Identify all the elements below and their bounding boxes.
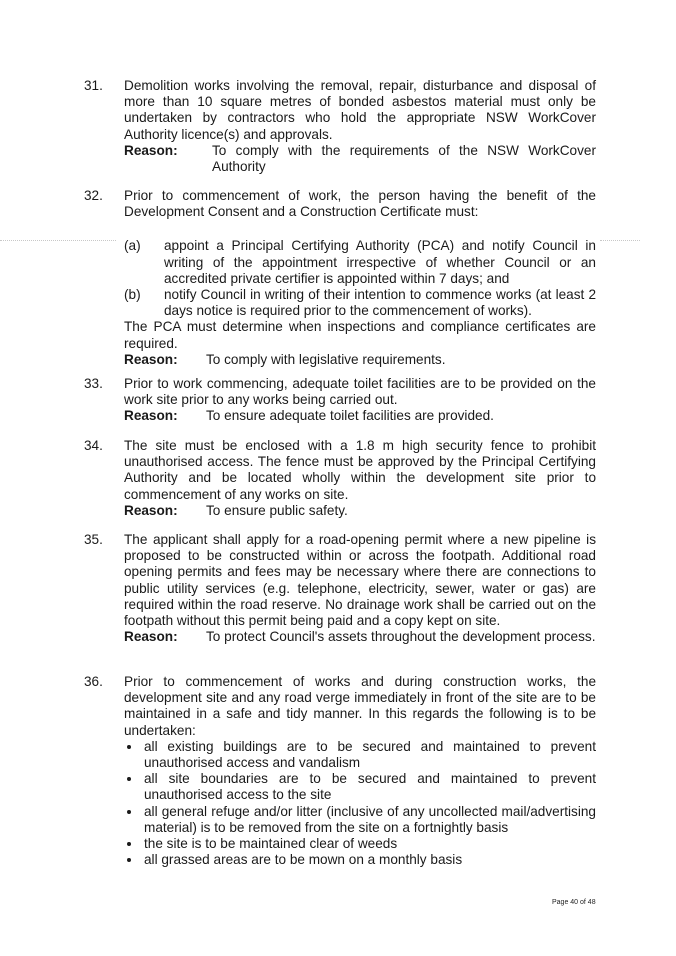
condition-text: Prior to commencement of work, the person having the benefit of the Development Consent and a Construction Certificate must: — [124, 188, 596, 220]
condition-31 — [84, 78, 596, 175]
list-item: • all grassed areas are to be mown on a monthly basis — [142, 852, 596, 868]
condition-33 — [84, 376, 596, 425]
reason-label: Reason: — [124, 502, 178, 518]
reason-text: To comply with legislative requirements. — [206, 351, 446, 367]
condition-number: 31. — [84, 78, 103, 93]
scan-dotted-line — [600, 240, 640, 241]
reason-row — [124, 503, 596, 519]
reason-text: To ensure public safety. — [206, 502, 348, 518]
reason-label: Reason: — [124, 351, 178, 367]
condition-number: 34. — [84, 438, 103, 453]
list-item: • the site is to be maintained clear of weeds — [142, 836, 596, 852]
condition-35 — [84, 532, 596, 645]
reason-text: To comply with the requirements of the NSW WorkCover Authority — [212, 142, 596, 175]
condition-text: Prior to commencement of works and during construction works, the development site and any road verge immediately in front of the site are to be maintained in a safe and tidy manner. In this regards the following is to be undertaken: — [124, 674, 596, 738]
reason-row — [124, 143, 596, 175]
list-item: • all general refuge and/or litter (inclusive of any uncollected mail/advertising material) is to be removed from the site on a fortnightly basis — [142, 804, 596, 836]
condition-number: 36. — [84, 674, 103, 689]
reason-label: Reason: — [124, 629, 178, 645]
subitem-text: notify Council in writing of their intention to commence works (at least 2 days notice is required prior to the commencement of works). — [164, 287, 596, 319]
subitem-a — [124, 238, 596, 287]
subitem-b — [124, 287, 596, 319]
condition-after-text: The PCA must determine when inspections and compliance certificates are required. — [124, 319, 596, 351]
condition-32 — [84, 188, 596, 368]
reason-text: To protect Council's assets throughout the development process. — [206, 629, 596, 645]
reason-text: To ensure adequate toilet facilities are provided. — [206, 408, 494, 424]
subitem-label: (a) — [124, 238, 141, 254]
condition-number: 32. — [84, 188, 103, 203]
condition-text: Demolition works involving the removal, repair, disturbance and disposal of more than 10 square metres of bonded asbestos material must only be undertaken by contractors who hold the appropriate NSW WorkCover Authority licence(s) and approvals. — [124, 78, 596, 142]
condition-text: The site must be enclosed with a 1.8 m high security fence to prohibit unauthorised access. The fence must be approved by the Principal Certifying Authority and be located wholly within the development site prior to commencement of any works on site. — [124, 438, 596, 502]
list-item: • all site boundaries are to be secured and maintained to prevent unauthorised access to the site — [142, 771, 596, 803]
reason-label: Reason: — [124, 142, 178, 158]
condition-number: 35. — [84, 532, 103, 547]
bullet-list — [124, 739, 596, 869]
list-item: • all existing buildings are to be secured and maintained to prevent unauthorised access and vandalism — [142, 739, 596, 771]
reason-label: Reason: — [124, 408, 178, 424]
subitem-label: (b) — [124, 287, 141, 303]
subitem-text: appoint a Principal Certifying Authority (PCA) and notify Council in writing of the appointment irrespective of whether Council or an accredited private certifier is appointed within 7 days; and — [164, 238, 596, 286]
condition-34 — [84, 438, 596, 519]
condition-number: 33. — [84, 376, 103, 391]
reason-row — [124, 352, 596, 368]
page-number: Page 40 of 48 — [552, 899, 596, 906]
condition-text: The applicant shall apply for a road-opening permit where a new pipeline is proposed to be constructed within or across the footpath. Additional road opening permits and fees may be necessary where there are connections to public utility services (e.g. telephone, electricity, sewer, water or gas) are required within the road reserve. No drainage work shall be carried out on the footpath without this permit being paid and a copy kept on site. — [124, 532, 596, 629]
condition-36 — [84, 674, 596, 868]
reason-row — [124, 629, 596, 645]
reason-row — [124, 408, 596, 424]
condition-text: Prior to work commencing, adequate toilet facilities are to be provided on the work site prior to any works being carried out. — [124, 376, 596, 408]
